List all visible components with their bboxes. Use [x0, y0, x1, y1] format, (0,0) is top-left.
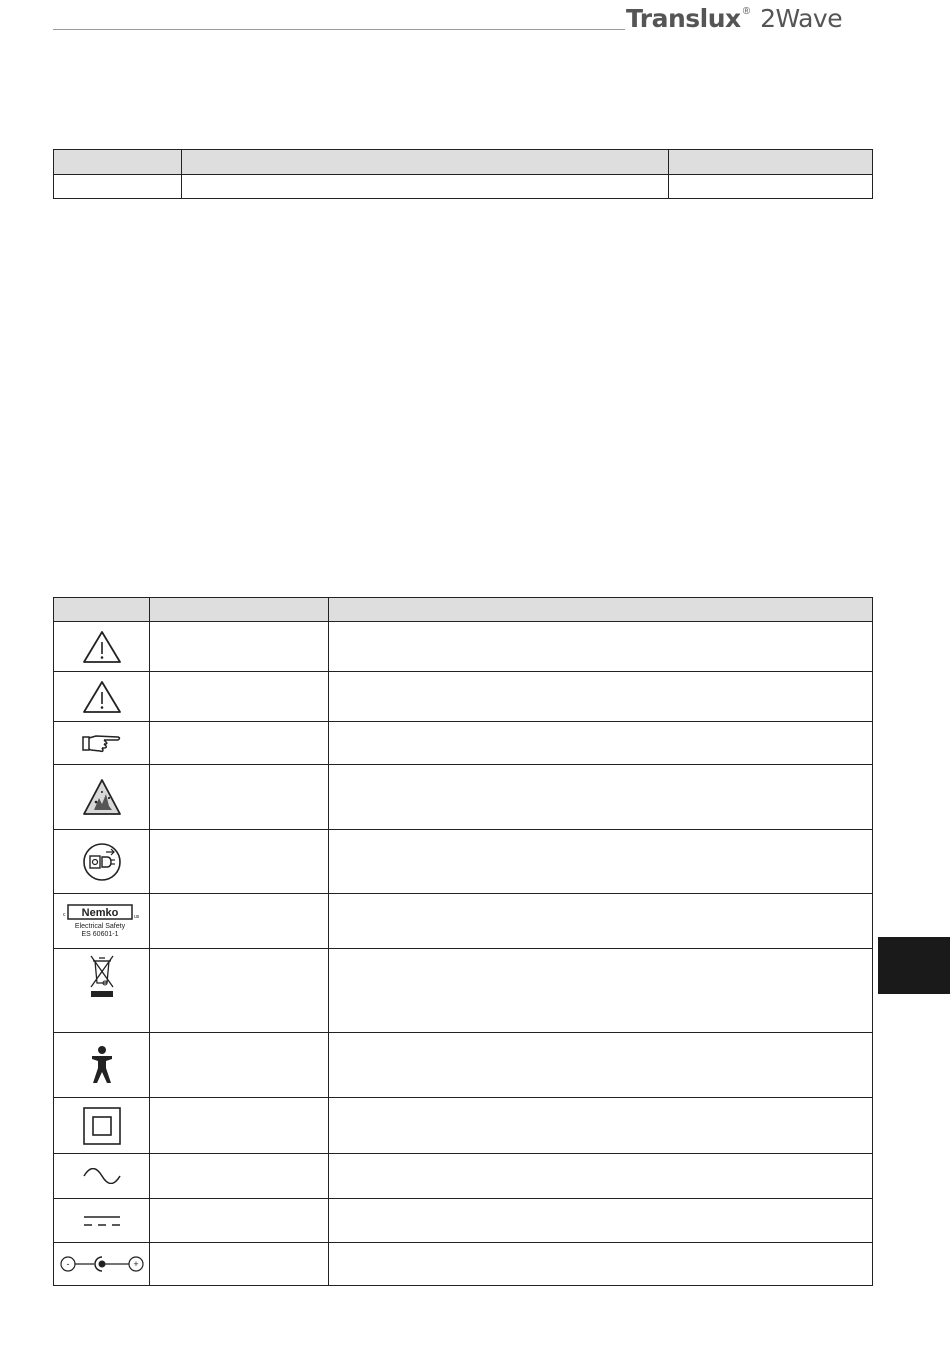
table-row — [54, 722, 873, 765]
symbol-cell — [54, 1098, 150, 1154]
symbol-description-cell — [329, 1243, 873, 1286]
svg-text:ES 60601-1: ES 60601-1 — [81, 931, 118, 938]
table-cell — [54, 175, 182, 199]
symbol-description-cell — [329, 1154, 873, 1199]
table-row — [54, 1199, 873, 1243]
symbol-description-cell — [329, 622, 873, 672]
symbol-name-cell — [150, 1033, 329, 1098]
brand-registered-mark: ® — [742, 6, 751, 17]
symbol-description-cell — [329, 765, 873, 830]
symbol-table — [53, 597, 873, 1286]
table-row — [54, 175, 873, 199]
disconnect-plug-icon — [82, 842, 122, 882]
symbol-name-cell — [150, 1199, 329, 1243]
symbol-description-cell — [329, 1199, 873, 1243]
svg-text:-: - — [66, 1259, 69, 1269]
pointing-hand-icon — [82, 732, 122, 754]
table-row — [54, 894, 873, 949]
symbol-description-cell — [329, 949, 873, 1033]
chapter-side-tab — [878, 937, 950, 994]
brand-name: Translux — [626, 4, 741, 33]
symbol-cell — [54, 765, 150, 830]
symbol-cell — [54, 1243, 150, 1286]
warning-triangle-icon — [82, 630, 122, 664]
top-table — [53, 149, 873, 199]
symbol-cell — [54, 949, 150, 1033]
header-rule — [53, 29, 625, 30]
brand-product: 2Wave — [760, 4, 843, 33]
symbol-name-cell — [150, 830, 329, 894]
symbol-cell — [54, 1154, 150, 1199]
table-row — [54, 830, 873, 894]
symbol-name-cell — [150, 894, 329, 949]
direct-current-icon — [82, 1214, 122, 1228]
top-table-header-cell — [54, 150, 182, 175]
symbol-description-cell — [329, 1098, 873, 1154]
svg-text:us: us — [133, 914, 139, 920]
alternating-current-icon — [82, 1168, 122, 1184]
top-table-header-cell — [182, 150, 669, 175]
table-row — [54, 622, 873, 672]
table-row — [54, 1154, 873, 1199]
symbol-name-cell — [150, 949, 329, 1033]
svg-text:+: + — [132, 1259, 139, 1269]
table-row — [54, 949, 873, 1033]
symbol-name-cell — [150, 765, 329, 830]
symbol-table-header-cell — [54, 598, 150, 622]
top-table-header-row — [54, 150, 873, 175]
symbol-cell — [54, 894, 150, 949]
symbol-table-header-cell — [150, 598, 329, 622]
symbol-cell — [54, 722, 150, 765]
table-row — [54, 1243, 873, 1286]
nemko-mark-icon — [59, 901, 145, 941]
svg-text:Electrical Safety: Electrical Safety — [74, 923, 125, 930]
symbol-table-header-row — [54, 598, 873, 622]
symbol-description-cell — [329, 722, 873, 765]
symbol-cell — [54, 1033, 150, 1098]
table-cell — [182, 175, 669, 199]
table-row — [54, 1098, 873, 1154]
symbol-cell — [54, 830, 150, 894]
brand-logo — [626, 3, 842, 35]
symbol-name-cell — [150, 1154, 329, 1199]
type-b-applied-part-icon — [87, 1045, 117, 1085]
dc-polarity-icon — [60, 1254, 144, 1274]
symbol-name-cell — [150, 1243, 329, 1286]
symbol-cell — [54, 622, 150, 672]
svg-text:Nemko: Nemko — [81, 907, 118, 919]
symbol-description-cell — [329, 672, 873, 722]
symbol-name-cell — [150, 622, 329, 672]
symbol-description-cell — [329, 894, 873, 949]
weee-crossed-bin-icon — [85, 953, 119, 999]
symbol-table-header-cell — [329, 598, 873, 622]
top-table-header-cell — [669, 150, 873, 175]
symbol-name-cell — [150, 722, 329, 765]
table-row — [54, 765, 873, 830]
svg-text:c: c — [62, 912, 65, 918]
symbol-cell — [54, 672, 150, 722]
explosive-hazard-icon — [82, 778, 122, 816]
symbol-description-cell — [329, 1033, 873, 1098]
symbol-name-cell — [150, 1098, 329, 1154]
class-ii-double-square-icon — [82, 1106, 122, 1146]
table-row — [54, 1033, 873, 1098]
symbol-description-cell — [329, 830, 873, 894]
table-row — [54, 672, 873, 722]
symbol-name-cell — [150, 672, 329, 722]
warning-triangle-icon — [82, 680, 122, 714]
symbol-cell — [54, 1199, 150, 1243]
table-cell — [669, 175, 873, 199]
